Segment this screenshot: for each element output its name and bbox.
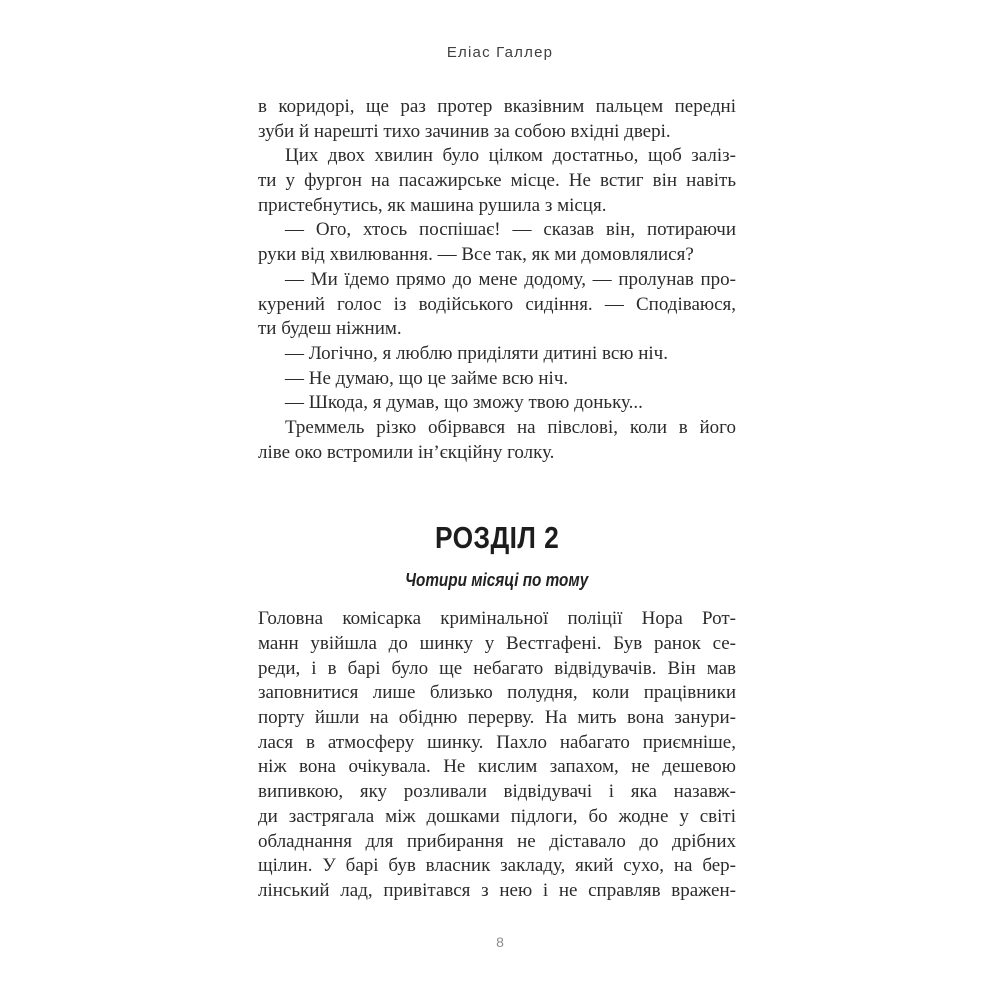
text-line: — Ми їдемо прямо до мене додому, — пролунав про-	[285, 268, 736, 290]
text-line: — Логічно, я люблю приділяти дитині всю ніч.	[285, 342, 668, 364]
paragraph	[258, 367, 736, 392]
chapter-title	[258, 521, 736, 555]
text-line: Цих двох хвилин було цілком достатньо, щоб заліз-	[285, 145, 736, 167]
text-line: ліве око встромили ін’єкційну голку.	[258, 441, 555, 463]
text-line: — Ого, хтось поспішає! — сказав він, потираючи	[285, 219, 736, 241]
text-line: випивкою, яку розливали відвідувачі і яка назавж-	[258, 781, 736, 803]
text-line: порту йшли на обідню перерву. На мить вона занури-	[258, 707, 736, 729]
text-line: зуби й нарешті тихо зачинив за собою вхідні двері.	[258, 120, 671, 142]
chapter-subtitle	[258, 569, 736, 591]
text-column	[258, 95, 736, 904]
text-line: — Шкода, я думав, що зможу твою доньку...	[285, 392, 643, 414]
paragraph	[258, 416, 736, 465]
paragraph	[258, 607, 736, 903]
text-line: руки від хвилювання. — Все так, як ми домовлялися?	[258, 244, 694, 266]
text-line: обладнання для прибирання не діставало до дрібних	[258, 830, 736, 852]
text-line: ди застрягала між дошками підлоги, бо жодне у світі	[258, 805, 736, 827]
paragraph	[258, 144, 736, 218]
text-line: — Не думаю, що це займе всю ніч.	[285, 367, 569, 389]
text-line: заповнитися лише близько полудня, коли працівники	[258, 682, 736, 704]
text-line: манн увійшла до шинку у Вестгафені. Був ранок се-	[258, 633, 736, 654]
text-line: ніж вона очікувала. Не кислим запахом, не дешевою	[258, 756, 736, 778]
page-number: 8	[496, 934, 504, 950]
text-line: Треммель різко обірвався на півслові, коли в його	[285, 416, 736, 438]
paragraph	[258, 268, 736, 342]
section-chapter-1-end	[258, 95, 736, 465]
chapter-subtitle-text: Чотири місяці по тому	[405, 570, 589, 591]
text-line: лася в атмосферу шинку. Пахло набагато приємніше,	[258, 731, 736, 753]
text-line: ти у фургон на пасажирське місце. Не встиг він навіть	[258, 170, 736, 192]
running-header-author: Еліас Галлер	[446, 44, 554, 61]
text-line: ти будеш ніжним.	[258, 318, 402, 340]
paragraph	[258, 218, 736, 267]
text-line: курений голос із водійського сидіння. — Сподіваюся,	[258, 293, 736, 315]
text-line: реди, і в барі було ще небагато відвідувачів. Він мав	[258, 657, 736, 679]
paragraph	[258, 342, 736, 367]
paragraph	[258, 391, 736, 416]
text-line: пристебнутись, як машина рушила з місця.	[258, 194, 607, 216]
text-line: лінський лад, привітався з нею і не справляв вражен-	[258, 879, 736, 901]
text-line: Головна комісарка кримінальної поліції Нора Рот-	[258, 608, 736, 630]
paragraph	[258, 95, 736, 144]
chapter-title-text: РОЗДІЛ 2	[434, 520, 560, 556]
text-line: в коридорі, ще раз протер вказівним пальцем передні	[258, 96, 736, 117]
text-line: щілин. У барі був власник закладу, який сухо, на бер-	[258, 855, 736, 877]
section-chapter-2-body	[258, 607, 736, 903]
